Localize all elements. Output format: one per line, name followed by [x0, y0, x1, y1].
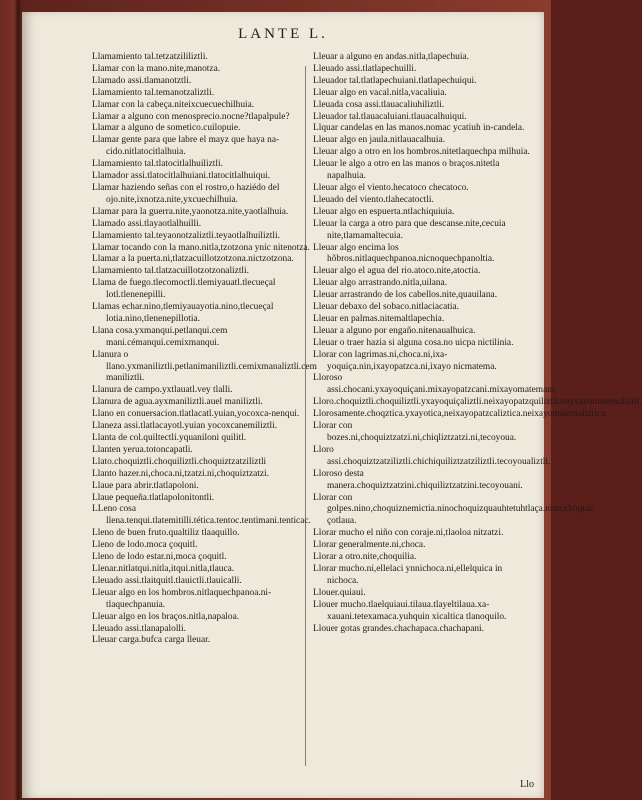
dictionary-entry: Llorar mucho.ni,ellelaci ynnichoca.ni,ellelquica in nichoca.: [313, 563, 503, 586]
dictionary-entry: Lleuar a alguno por engaño.nitenaualhuica.: [313, 325, 476, 336]
dictionary-entry: Llamar con la mano.nite,manotza.: [92, 63, 221, 74]
dictionary-entry: Lleuado assi.tlaitquitl.tlauictli.tlauicalli.: [92, 575, 242, 586]
dictionary-entry: Llamar a alguno con menosprecio.nocne?tlapalpule?: [92, 111, 290, 122]
dictionary-entry: Lleuar algo en jaula.nitlauacalhuia.: [313, 135, 445, 146]
dictionary-entry: LLeno cosa llena.tenqui.tlatemitilli.tética.tentoc.tentimani.tenticac.: [92, 504, 311, 527]
dictionary-entry: Llaneza assi.tlatlacayotl.yuian yocoxcanemiliztli.: [92, 421, 278, 432]
dictionary-entry: Llaue pequeña.tlatlapolonitontli.: [92, 492, 215, 503]
dictionary-entry: Llouer gotas grandes.chachapaca.chachapani.: [313, 623, 485, 634]
dictionary-entry: Lleuar la carga a otro para que descanse.nite,cecuia nite,tlamamaltecuia.: [313, 218, 506, 241]
dictionary-entry: Lleuar a alguno en andas.nitla,tlapechuia.: [313, 52, 469, 62]
dictionary-entry: Llanta de col.quiltectli.yquaniloni quilitl.: [92, 433, 247, 443]
dictionary-entry: Lloroso desta manera.choquiztzatzini.chiquiliztzatzini.tecoyouani.: [313, 468, 523, 491]
dictionary-entry: Llorar a otro.nite,choquilia.: [313, 552, 417, 563]
dictionary-entry: Lleuar algo en los hombros.nitlaquechpanoa.ni-tlaquechpanuia.: [92, 587, 272, 610]
dictionary-entry: Llamado assi.tlamanotztli.: [92, 75, 192, 86]
dictionary-entry: Llamador assi.tlatocitlalhuiani.tlatocitlalhuiqui.: [92, 171, 271, 182]
dictionary-entry: Lleuar algo arrastrando.nitla,uilana.: [313, 278, 448, 289]
dictionary-entry: Lleuar algo el viento.hecatoco checatoco.: [313, 182, 469, 193]
dictionary-entry: Llaue para abrir.tlatlapoloni.: [92, 480, 199, 491]
dictionary-entry: Llanura de campo.yxtlauatl.vey tlalli.: [92, 385, 233, 396]
dictionary-entry: Llanura o llano.yxmaniliztli.petlanimaniliztli.cemixmanaliztli.cem maniliztli.: [92, 349, 317, 384]
catchword: Llo: [520, 779, 534, 790]
dictionary-entry: Lleuar algo a otro en los hombros.nitetlaquechpa milhuia.: [313, 147, 530, 158]
dictionary-entry: Lleuador tal.tlatlapechuiani.tlatlapechuiqui.: [313, 75, 477, 86]
dictionary-entry: Lleuar carga.bufca carga lleuar.: [92, 635, 211, 646]
dictionary-entry: Llquar candelas en las manos.nomac ycatiuh in-candela.: [313, 123, 525, 134]
dictionary-entry: Llanten yerua.totoncapatli.: [92, 444, 193, 455]
dictionary-entry: Llamamiento tal.tetzatzililiztli.: [92, 52, 208, 62]
dictionary-entry: Lleuador tal.tlauacaluiani.tlauacalhuiqui.: [313, 111, 467, 122]
dictionary-entry: Lleuar algo en vacal.nitla,vacaliuia.: [313, 87, 447, 98]
dictionary-entry: Lleuar o traer hazia si alguna cosa.no uicpa nictilinia.: [313, 337, 514, 348]
dictionary-entry: Lleuado assi.tlatlapechuilli.: [313, 63, 417, 74]
dictionary-entry: Llana cosa.yxmanqui.petlanqui.cem mani.cémanqui.cemixmanqui.: [92, 325, 228, 348]
dictionary-entry: Llorar mucho el niño con coraje.ni,tlaoloa nitzatzi.: [313, 528, 504, 539]
dictionary-entry: Llamar con la cabeça.niteixcuecuechilhuia.: [92, 99, 255, 110]
dictionary-entry: Lloro.choquiztli.choquiliztli.yxayoquiçaliztli.neixayopatzquiliztli.neyxayomatemaliztli.: [313, 397, 642, 408]
dictionary-entry: Llama de fuego.tlecomoctli.tlemiyauatl.tlecueçal lotl.tlenenepilli.: [92, 278, 276, 301]
dictionary-entry: Lleuado del viento.tlahecatoctli.: [313, 194, 434, 205]
dictionary-entry: Llamar para la guerra.nite,yaonotza.nite,yaotlalhuia.: [92, 206, 289, 217]
dictionary-entry: Llato.choquiztli.choquiliztli.choquiztzatziliztli: [92, 456, 267, 467]
dictionary-entry: Lleuar arrastrando de los cabellos.nite,quauilana.: [313, 290, 498, 301]
dictionary-entry: Lleuar algo en los braços.nitla,napaloa.: [92, 611, 240, 622]
dictionary-entry: Lleuar algo el agua del rio.atoco.nite,atoctia.: [313, 266, 481, 277]
dictionary-entry: Llamar a la puerta.ni,tlatzacuillotzotzona.nictzotzona.: [92, 254, 294, 265]
dictionary-entry: Lleuada cosa assi.tlauacaliuhiliztli.: [313, 99, 445, 110]
dictionary-entry: Llorar generalmente.ni,choca.: [313, 540, 426, 551]
dictionary-entry: Llanura de agua.ayxmaniliztli.auel maniliztli.: [92, 397, 263, 408]
page: [22, 12, 642, 798]
dictionary-entry: Llanto hazer.ni,choca.ni,tzatzi.ni,choquiztzatzi.: [92, 468, 270, 479]
dictionary-entry: Llorar con golpes.nino,choquiznemictia.ninochoquizquauhtetuhtlaça.nino,choquiz çotlaua.: [313, 492, 594, 527]
dictionary-entry: Lleuar en palmas.nitemaltlapechia.: [313, 313, 445, 324]
dictionary-entry: Llamar haziendo señas con el rostro,o haziédo del ojo.nite,ixnotza.nite,yxcuechilhuia.: [92, 182, 280, 205]
left-column: [92, 52, 318, 647]
dictionary-entry: Llamar tocando con la mano.nitla,tzotzona ynic nitenotza.: [92, 242, 310, 253]
right-column: [313, 52, 642, 635]
dictionary-entry: Lloroso assi.chocani.yxayoquiçani.mixayopatzcani.mixayomatemani.: [313, 373, 557, 396]
dictionary-entry: Lleno de lodo.moca çoquitl.: [92, 540, 198, 551]
dictionary-entry: Lleuar algo en espuerta.ntlachiquiuia.: [313, 206, 455, 217]
dictionary-entry: Lleuar algo encima los hõbros.nitlaquechpanoa.nicnoquechpanoltia.: [313, 242, 495, 265]
dictionary-entry: Llenar.nitlatqui.nitla,itqui.nitla,tlauca.: [92, 563, 235, 574]
dictionary-entry: Llorar con bozes.ni,choquiztzatzi.ni,chiqliztzatzi.ni,tecoyoua.: [313, 421, 517, 443]
dictionary-entry: Llamamiento tal.tlatocitlalhuiliztli.: [92, 159, 223, 170]
dictionary-entry: Llamar gente para que labre el mayz que haya na-cido.nitlatocitlalhuia.: [92, 135, 280, 158]
dictionary-entry: Lleno de lodo estar.ni,moca çoquitl.: [92, 552, 227, 563]
dictionary-entry: Lloro assi.choquiztzatziliztli.chichiquiliztzatziliztli.tecoyoualiztli.: [313, 444, 551, 467]
dictionary-entry: Llano en conuersacion.tlatlacatl.yuian,yocoxca-nenqui.: [92, 409, 300, 420]
dictionary-entry: Llamas echar.nino,tlemiyauayotia.nino,tlecueçal lotia.nino,tlenenepillotia.: [92, 302, 274, 324]
dictionary-entry: Llamar a alguno de sometico.cuilopuie.: [92, 123, 241, 134]
dictionary-entry: Lleuado assi.tlanapalolli.: [92, 623, 186, 634]
dictionary-entry: Llouer.quiaui.: [313, 587, 366, 598]
dictionary-entry: Lleuar le algo a otro en las manos o braços.nitetla napalhuia.: [313, 159, 500, 182]
dictionary-entry: Llamamiento tal.temanotzaliztli.: [92, 87, 215, 98]
dictionary-entry: Llorar con lagrimas.ni,choca.ni,ixa-yoquiça.nin,ixayopatzca.ni,ixayo nicmatema.: [313, 349, 497, 372]
dictionary-entry: Llamado assi.tlayaotlalhuilli.: [92, 218, 202, 229]
dictionary-entry: Lleno de buen fruto.qualtiliz tlaaquillo.: [92, 528, 240, 539]
dictionary-entry: Llamamiento tal.tlatzacuillotzotzonaliztli.: [92, 266, 249, 277]
page-header: LANTE L.: [238, 26, 328, 42]
dictionary-entry: Llorosamente.choqztica.yxayotica,neixayopatzcaliztica.neixayomatemaliztica.: [313, 409, 608, 420]
dictionary-entry: Llamamiento tal.teyaonotzaliztli.teyaotlalhuiliztli.: [92, 230, 280, 241]
dictionary-entry: Llouer mucho.tlaelquiaui.tilaua.tlayeltilaua.xa-xauani.tetexamaca.yuhquin xicaltica tlanoquilo.: [313, 599, 507, 622]
dictionary-entry: Lleuar debaxo del sobaco.nitlaciacatia.: [313, 302, 460, 313]
